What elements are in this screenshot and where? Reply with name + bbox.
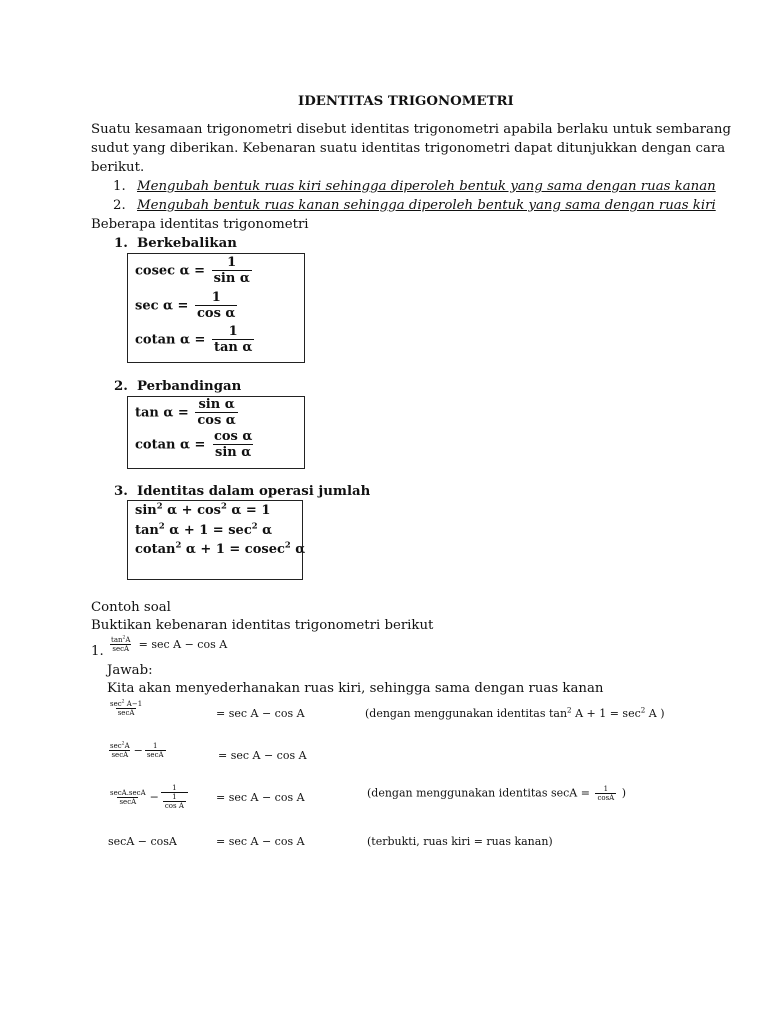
section-title-1: Berkebalikan <box>137 236 237 251</box>
section-title-3: Identitas dalam operasi jumlah <box>137 484 371 499</box>
section-title-2: Perbandingan <box>137 379 242 394</box>
example-heading: Contoh soal <box>91 600 171 615</box>
formula-cotan-ratio: cotan α = $\frac{\text{cos α}}{\text{sin α}}$ <box>135 429 253 460</box>
formula-cotan-cosec: cotan$^2$ α + 1 = cosec$^2$ α <box>135 539 306 557</box>
step4-rhs: = sec A − cos A <box>216 835 305 848</box>
step1-note: (dengan menggunakan identitas $\tan^2 A + 1 = \sec^2 A$ ) <box>365 705 665 720</box>
example-problem: $\frac{\tan^2A}{\sec A}$ = sec A − cos A <box>111 635 228 653</box>
formula-sec: sec α = $\frac{1}{\text{cos α}}$ <box>135 290 236 321</box>
intro-line-3: berikut. <box>91 160 145 175</box>
step2-lhs: $\frac{\sec^2A}{\sec A}$ − $\frac{1}{\sec A}$ <box>110 741 164 759</box>
intro-line-1: Suatu kesamaan trigonometri disebut identitas trigonometri apabila berlaku untuk sembarang <box>91 122 731 137</box>
step1-rhs: = sec A − cos A <box>216 707 305 720</box>
section-number-3: 3. <box>114 484 128 499</box>
step3-note: (dengan menggunakan identitas secA = $\frac{1}{\cos A}$ ) <box>367 785 627 802</box>
step3-rhs: = sec A − cos A <box>216 791 305 804</box>
formula-sin-cos: $\sin^2 \alpha + \cos^2 \alpha = 1$ <box>135 500 271 518</box>
section-number-1: 1. <box>114 236 128 251</box>
step-text-1: Mengubah bentuk ruas kiri sehingga diperoleh bentuk yang sama dengan ruas kanan <box>137 179 716 194</box>
section-number-2: 2. <box>114 379 128 394</box>
formula-cotan: cotan α = $\frac{1}{\text{tan α}}$ <box>135 324 253 355</box>
intro-line-2: sudut yang diberikan. Kebenaran suatu identitas trigonometri dapat ditunjukkan dengan cara <box>91 141 726 156</box>
step-number-1: 1. <box>113 179 126 194</box>
example-number: 1. <box>91 644 104 659</box>
step1-lhs: $\frac{\sec^2 A-1}{\sec A}$ <box>110 699 143 717</box>
subheading: Beberapa identitas trigonometri <box>91 217 309 232</box>
step-text-2: Mengubah bentuk ruas kanan sehingga diperoleh bentuk yang sama dengan ruas kiri <box>137 198 716 213</box>
page-title: IDENTITAS TRIGONOMETRI <box>298 94 514 109</box>
step-number-2: 2. <box>113 198 126 213</box>
answer-intro: Kita akan menyederhanakan ruas kiri, sehingga sama dengan ruas kanan <box>107 681 604 696</box>
formula-cosec: cosec α = $\frac{1}{\text{sin α}}$ <box>135 255 250 286</box>
step4-lhs: secA − cosA <box>108 835 177 848</box>
step4-note: (terbukti, ruas kiri = ruas kanan) <box>367 835 553 848</box>
formula-tan: tan α = $\frac{\text{sin α}}{\text{cos α}}$ <box>135 397 236 428</box>
example-prompt: Buktikan kebenaran identitas trigonometri berikut <box>91 618 434 633</box>
formula-tan-sec: $\tan^2 \alpha + 1 = \sec^2 \alpha$ <box>135 520 273 538</box>
step3-lhs: $\frac{\sec A.\sec A}{\sec A}$ − $\frac{1}{\frac{1}{\text{cos A}}}$ <box>106 784 190 810</box>
step2-rhs: = sec A − cos A <box>218 749 307 762</box>
answer-label: Jawab: <box>107 663 153 678</box>
